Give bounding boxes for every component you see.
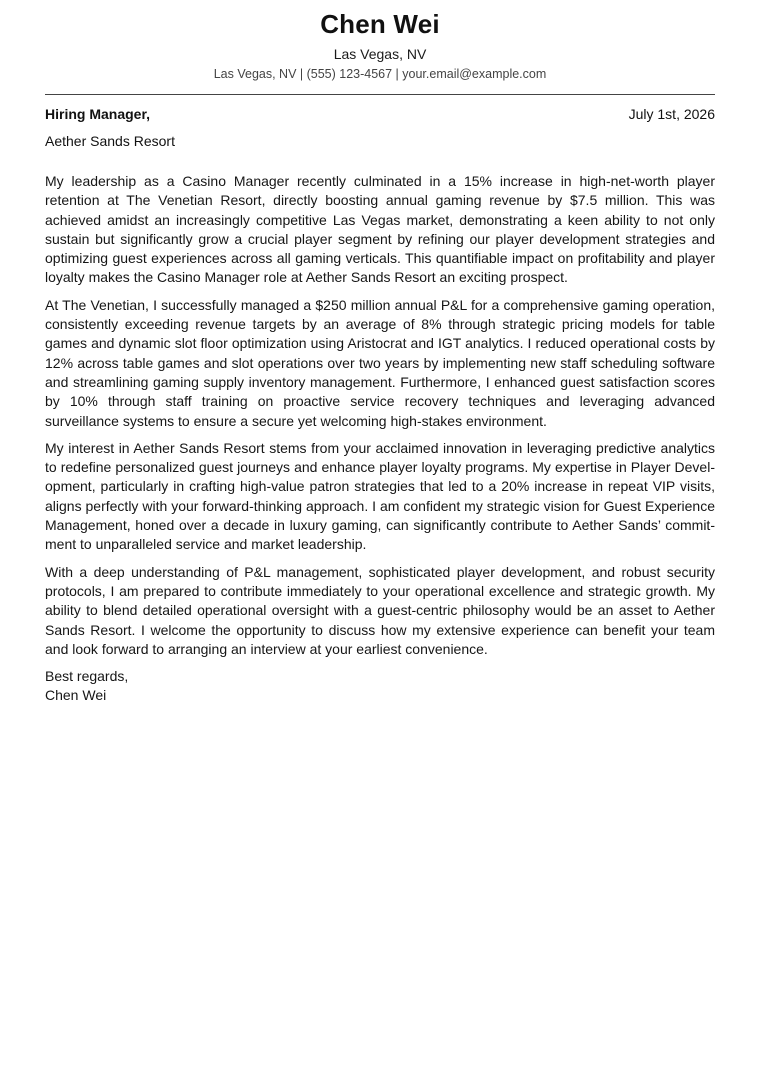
letter-body	[45, 172, 715, 706]
letter-closing	[45, 667, 715, 706]
closing-phrase: Best regards,	[45, 668, 129, 685]
recipient-salutation: Hiring Manager,	[45, 106, 151, 122]
sender-contact-line: Las Vegas, NV | (555) 123-4567 | your.email@example.com	[213, 67, 547, 81]
recipient-date-row	[45, 104, 715, 124]
body-paragraph: My interest in Aether Sands Resort stems from your acclaimed innovation in leveraging predictive analytics to redefine personalized guest journeys and enhance player loyalty programs. My expertise in Player Development, particularly in crafting high-value patron strategies that led to a 20% increase in repeat VIP visits, aligns perfectly with your forward-thinking approach. I am confident my strategic vision for Guest Experience Management, honed over a decade in luxury gaming, can significantly contribute to Aether Sands’ commitment to unparalleled service and market leadership.	[45, 439, 715, 553]
signature-name: Chen Wei	[45, 687, 107, 704]
letter-date: July 1st, 2026	[628, 106, 715, 122]
header-divider	[45, 94, 715, 95]
letter-header	[0, 8, 760, 83]
body-paragraph: My leadership as a Casino Manager recently culminated in a 15% increase in high-net-worth player retention at The Venetian Resort, directly boosting annual gaming revenue by $7.5 million. This was achieved amidst an increasingly competitive Las Vegas market, demonstrating a keen ability to not only sustain but significantly grow a crucial player segment by refining our player development strategies and optimizing guest experiences across all gaming verticals. This quantifiable impact on profitability and player loyalty makes the Casino Manager role at Aether Sands Resort an exciting prospect.	[45, 173, 715, 286]
body-paragraph: At The Venetian, I successfully managed a $250 million annual P&L for a comprehensive gaming operation, consistently exceeding revenue targets by an average of 8% through strategic pricing models for table games and dynamic slot floor optimization using Aristocrat and IGT analytics. I reduced operational costs by 12% across table games and slot operations over two years by implementing new staff scheduling software and streamlining gaming supply inventory management. Furthermore, I enhanced guest satisfaction scores by 10% through staff training on proactive service recovery techniques and leveraging advanced surveillance systems to ensure a secure yet welcoming high-stakes environment.	[45, 296, 715, 429]
body-paragraph: With a deep understanding of P&L management, sophisticated player development, and robust security protocols, I am prepared to contribute immediately to your operational excellence and strategic growth. My ability to blend detailed operational oversight with a guest-centric philosophy would be an asset to Aether Sands Resort. I welcome the opportunity to discuss how my extensive experience can benefit your team and look forward to arranging an interview at your earliest convenience.	[45, 563, 715, 657]
sender-location: Las Vegas, NV	[333, 46, 427, 62]
sender-name: Chen Wei	[320, 9, 440, 39]
recipient-company: Aether Sands Resort	[45, 133, 175, 149]
